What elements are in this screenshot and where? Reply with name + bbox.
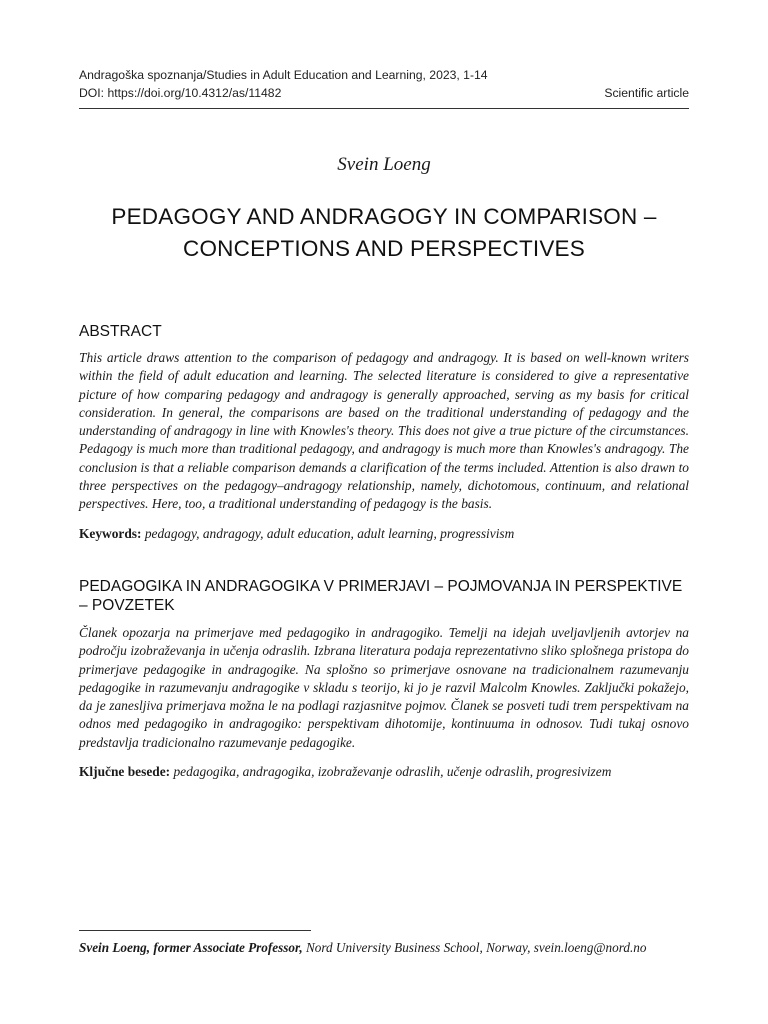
title-line-1: PEDAGOGY AND ANDRAGOGY IN COMPARISON – xyxy=(111,204,657,229)
keywords-list: pedagogy, andragogy, adult education, adult learning, progressivism xyxy=(144,526,515,541)
summary-keywords-list: pedagogika, andragogika, izobraževanje odraslih, učenje odraslih, progresivizem xyxy=(173,764,612,779)
title-line-2: CONCEPTIONS AND PERSPECTIVES xyxy=(183,236,585,261)
article-type: Scientific article xyxy=(604,86,689,100)
summary-text: Članek opozarja na primerjave med pedagogiko in andragogiko. Temelji na idejah uveljavljenih avtorjev na področju izobraževanja in učenja odraslih. Izbrana literatura podaja reprezentativno sliko splošnega pristopa do primerjave pedagogike in andragogike. Na splošno so primerjave osnovane na tradicionalnem razumevanju pedagogike in razumevanju andragogike v skladu s teorijo, ki jo je razvil Malcolm Knowles. Zaključki pokažejo, da je zanesljiva primerjava možna le na podlagi razjasnitve pojmov. Članek se posveti tudi trem perspektivam na odnos med pedagogiko in andragogiko: perspektivam dihotomije, kontinuuma in odnosov. Tudi tukaj osnovo predstavlja tradicionalno razumevanje pedagogike. xyxy=(79,625,689,750)
keywords-label: Keywords: xyxy=(79,526,142,541)
header-rule xyxy=(79,108,689,109)
summary-keywords-label: Ključne besede: xyxy=(79,764,171,779)
doi-link[interactable]: DOI: https://doi.org/10.4312/as/11482 xyxy=(79,86,282,100)
header-row xyxy=(79,84,689,102)
author-name: Svein Loeng xyxy=(337,154,431,175)
footnote-rule xyxy=(79,930,311,931)
author-footnote xyxy=(79,939,699,957)
footnote-affiliation: Nord University Business School, Norway, svein.loeng@nord.no xyxy=(302,940,647,955)
summary-heading: PEDAGOGIKA IN ANDRAGOGIKA V PRIMERJAVI – POJMOVANJA IN PERSPEKTIVE – POVZETEK xyxy=(79,578,683,614)
abstract-text: This article draws attention to the comparison of pedagogy and andragogy. It is based on well-known writers within the field of adult education and learning. The selected literature is considered to give a representative picture of how comparing pedagogy and andragogy is generally approached, serving as my basis for critical consideration. In general, the comparisons are based on the traditional understanding of pedagogy and the understanding of andragogy in line with Knowles's theory. This does not give a true picture of the circumstances. Pedagogy is much more than traditional pedagogy, and andragogy is much more than Knowles's andragogy. The conclusion is that a reliable comparison demands a clarification of the terms included. Attention is also drawn to three perspectives on the pedagogy–andragogy relationship, namely, dichotomous, continuum, and relational perspectives. Here, too, a traditional understanding of pedagogy is the basis. xyxy=(79,350,689,512)
footnote-author: Svein Loeng, former Associate Professor, xyxy=(79,940,303,955)
journal-citation: Andragoška spoznanja/Studies in Adult Education and Learning, 2023, 1-14 xyxy=(79,68,488,82)
summary-keywords xyxy=(79,763,689,781)
running-header xyxy=(79,66,689,102)
abstract-heading: ABSTRACT xyxy=(79,323,162,340)
article-title xyxy=(40,201,728,265)
abstract-keywords xyxy=(79,525,689,543)
